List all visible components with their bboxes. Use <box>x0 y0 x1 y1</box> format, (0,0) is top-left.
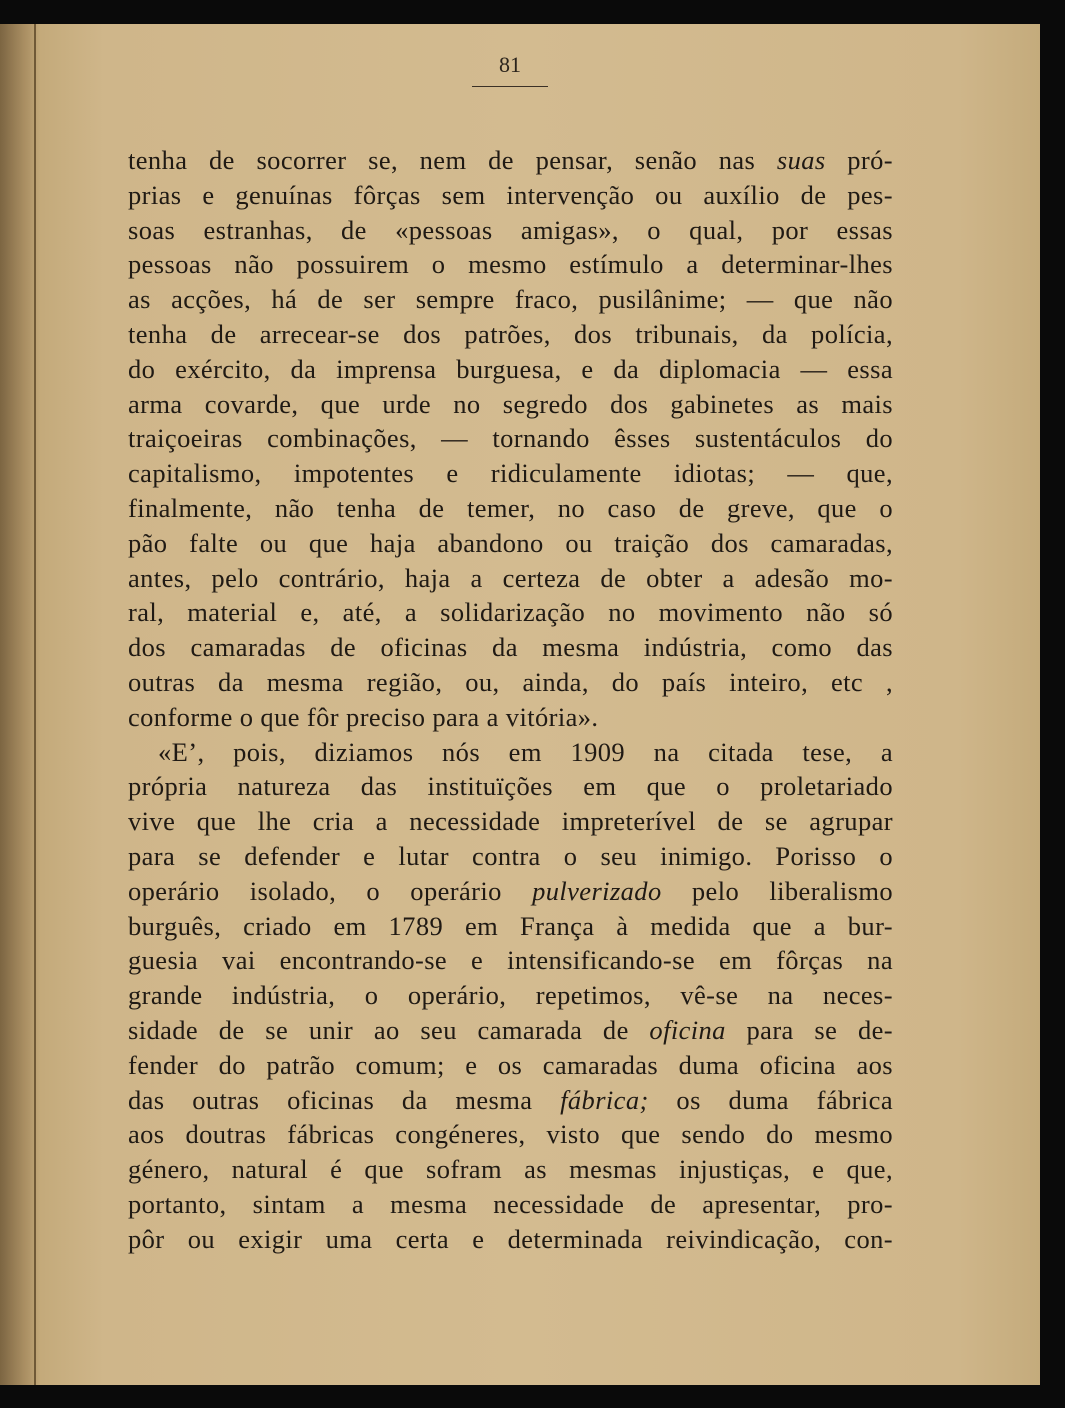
page-fold-line <box>34 24 36 1385</box>
text-segment: sidade de se unir ao seu camarada de <box>128 1014 650 1045</box>
italic-word: pulverizado <box>532 875 662 906</box>
text-line <box>128 909 893 944</box>
text-segment: género, natural é que sofram as mesmas injustiças, e que, <box>128 1154 893 1185</box>
text-segment: traiçoeiras combinações, — tornando êsses sustentáculos do <box>128 423 893 454</box>
text-segment: aos doutras fábricas congéneres, visto que sendo do mesmo <box>128 1119 893 1150</box>
text-segment: guesia vai encontrando-se e intensificando-se em fôrças na <box>128 945 893 976</box>
text-line <box>128 1117 893 1152</box>
text-segment: pessoas não possuirem o mesmo estímulo a determinar-lhes <box>128 249 893 280</box>
text-line <box>128 735 893 770</box>
text-line <box>128 387 893 422</box>
text-segment: vive que lhe cria a necessidade impreterível de se agrupar <box>128 806 893 837</box>
text-line <box>128 421 893 456</box>
text-segment: ral, material e, até, a solidarização no movimento não só <box>128 597 893 628</box>
text-line <box>128 317 893 352</box>
text-segment: pão falte ou que haja abandono ou traição dos camaradas, <box>128 527 893 558</box>
text-segment: para se defender e lutar contra o seu inimigo. Porisso o <box>128 840 893 871</box>
text-segment: tenha de socorrer se, nem de pensar, senão nas <box>128 145 777 175</box>
text-segment: «E’, pois, diziamos nós em 1909 na citada tese, a <box>158 736 893 767</box>
text-segment: conforme o que fôr preciso para a vitória». <box>128 701 599 732</box>
header-rule <box>472 86 548 87</box>
text-segment: fender do patrão comum; e os camaradas duma oficina aos <box>128 1049 893 1080</box>
text-line <box>128 456 893 491</box>
italic-word: fábrica; <box>560 1084 649 1115</box>
body-text <box>128 143 893 1257</box>
text-line <box>128 700 893 735</box>
text-segment: pelo liberalismo <box>661 875 893 906</box>
italic-word: suas <box>776 145 826 175</box>
text-line <box>128 352 893 387</box>
text-segment: para se de- <box>725 1014 893 1045</box>
text-line <box>128 143 893 178</box>
text-line <box>128 491 893 526</box>
text-line <box>128 1152 893 1187</box>
text-segment: pôr ou exigir uma certa e determinada reivindicação, con- <box>128 1223 893 1254</box>
text-segment: soas estranhas, de «pessoas amigas», o qual, por essas <box>128 214 893 245</box>
text-line <box>128 282 893 317</box>
text-segment: burguês, criado em 1789 em França à medida que a bur- <box>128 910 893 941</box>
text-line <box>128 1048 893 1083</box>
text-segment: prias e genuínas fôrças sem intervenção ou auxílio de pes- <box>128 179 893 210</box>
text-segment: finalmente, não tenha de temer, no caso de greve, que o <box>128 492 893 523</box>
text-line <box>128 769 893 804</box>
scan-border-bottom <box>0 1385 1065 1408</box>
text-segment: portanto, sintam a mesma necessidade de apresentar, pro- <box>128 1188 893 1219</box>
text-segment: operário isolado, o operário <box>128 875 533 906</box>
page-number: 81 <box>499 52 521 77</box>
text-segment: dos camaradas de oficinas da mesma indústria, como das <box>128 632 893 663</box>
text-line <box>128 178 893 213</box>
text-line <box>128 213 893 248</box>
text-segment: outras da mesma região, ou, ainda, do país inteiro, etc , <box>128 666 893 697</box>
scan-border-top <box>0 0 1065 24</box>
text-line <box>128 247 893 282</box>
text-segment: arma covarde, que urde no segredo dos gabinetes as mais <box>128 388 893 419</box>
text-segment: grande indústria, o operário, repetimos, vê-se na neces- <box>128 980 893 1011</box>
scan-border-right <box>1040 0 1065 1408</box>
text-segment: antes, pelo contrário, haja a certeza de obter a adesão mo- <box>128 562 893 593</box>
text-line <box>128 943 893 978</box>
text-segment: as acções, há de ser sempre fraco, pusilânime; — que não <box>128 284 893 315</box>
text-line <box>128 595 893 630</box>
text-line <box>128 561 893 596</box>
text-line <box>128 839 893 874</box>
text-line <box>128 1083 893 1118</box>
text-line <box>128 665 893 700</box>
text-segment: pró- <box>825 145 893 175</box>
text-segment: das outras oficinas da mesma <box>128 1084 561 1115</box>
text-segment: tenha de arrecear-se dos patrões, dos tribunais, da polícia, <box>128 318 893 349</box>
text-line <box>128 630 893 665</box>
text-segment: os duma fábrica <box>648 1084 893 1115</box>
text-line <box>128 526 893 561</box>
text-line <box>128 1013 893 1048</box>
text-segment: do exército, da imprensa burguesa, e da diplomacia — essa <box>128 353 893 384</box>
text-segment: capitalismo, impotentes e ridiculamente idiotas; — que, <box>128 458 893 489</box>
text-line <box>128 1187 893 1222</box>
text-line <box>128 874 893 909</box>
text-line <box>128 978 893 1013</box>
text-line <box>128 1222 893 1257</box>
text-line <box>128 804 893 839</box>
italic-word: oficina <box>649 1014 726 1045</box>
text-segment: própria natureza das instituïções em que o proletariado <box>128 771 893 802</box>
